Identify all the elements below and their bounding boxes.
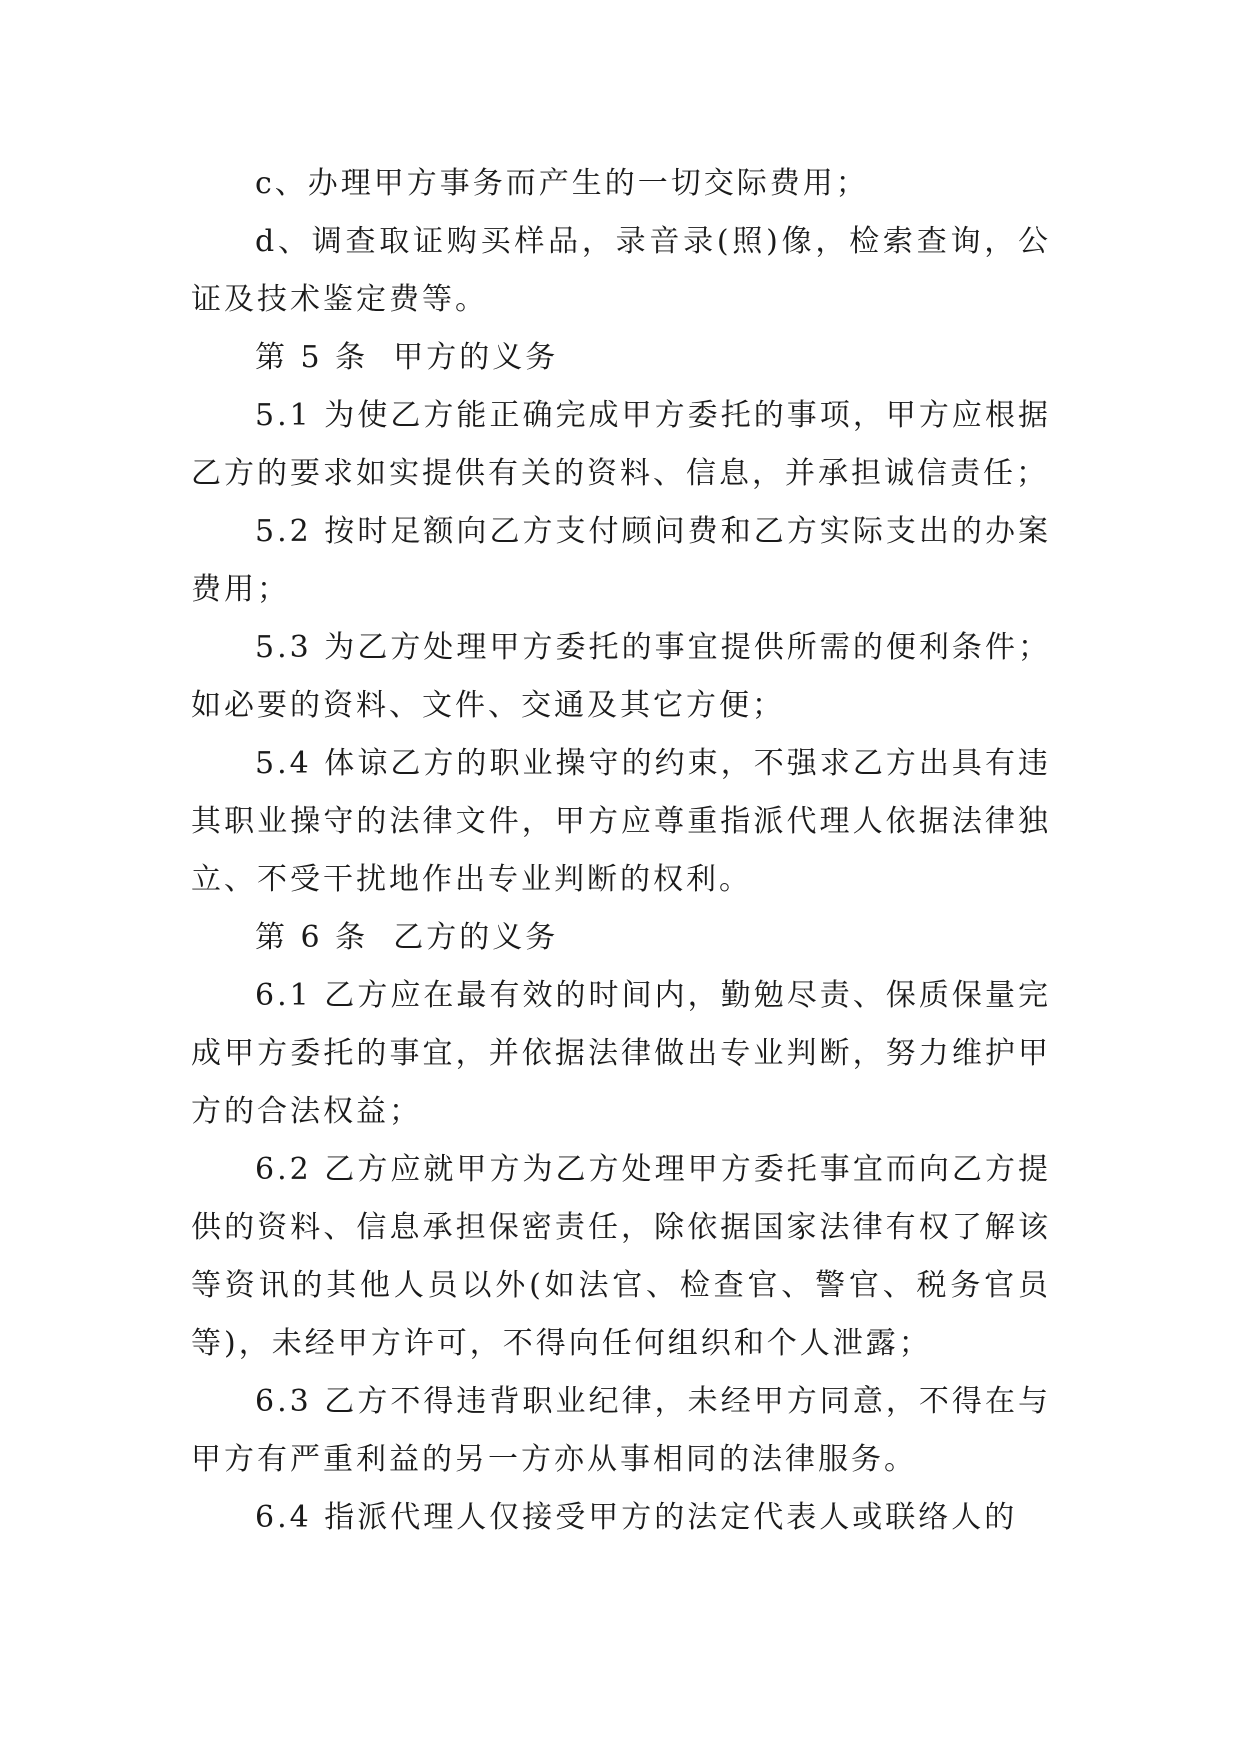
clause-5-1: 5.1 为使乙方能正确完成甲方委托的事项，甲方应根据乙方的要求如实提供有关的资料、信息，并承担诚信责任； xyxy=(191,398,1051,491)
clause-6-1: 6.1 乙方应在最有效的时间内，勤勉尽责、保质保量完成甲方委托的事宜，并依据法律做出专业判断，努力维护甲方的合法权益； xyxy=(191,978,1051,1129)
clause-6-4: 6.4 指派代理人仅接受甲方的法定代表人或联络人的 xyxy=(255,1500,1018,1535)
clause-5-3: 5.3 为乙方处理甲方委托的事宜提供所需的便利条件；如必要的资料、文件、交通及其它方便； xyxy=(191,630,1051,723)
clause-c-social-expenses: c、办理甲方事务而产生的一切交际费用； xyxy=(255,166,869,201)
article-6-heading: 第 6 条 乙方的义务 xyxy=(255,920,559,955)
clause-5-2: 5.2 按时足额向乙方支付顾问费和乙方实际支出的办案费用； xyxy=(191,514,1051,607)
clause-5-4: 5.4 体谅乙方的职业操守的约束，不强求乙方出具有违其职业操守的法律文件，甲方应尊重指派代理人依据法律独立、不受干扰地作出专业判断的权利。 xyxy=(191,746,1051,897)
document-body xyxy=(191,155,1051,1547)
clause-d-investigation-fees: d、调查取证购买样品，录音录(照)像，检索查询，公证及技术鉴定费等。 xyxy=(191,224,1051,317)
clause-6-3: 6.3 乙方不得违背职业纪律，未经甲方同意，不得在与甲方有严重利益的另一方亦从事相同的法律服务。 xyxy=(191,1384,1051,1477)
article-5-heading: 第 5 条 甲方的义务 xyxy=(255,340,559,375)
clause-6-2: 6.2 乙方应就甲方为乙方处理甲方委托事宜而向乙方提供的资料、信息承担保密责任，除依据国家法律有权了解该等资讯的其他人员以外(如法官、检查官、警官、税务官员等)，未经甲方许可，不得向任何组织和个人泄露； xyxy=(191,1152,1051,1361)
